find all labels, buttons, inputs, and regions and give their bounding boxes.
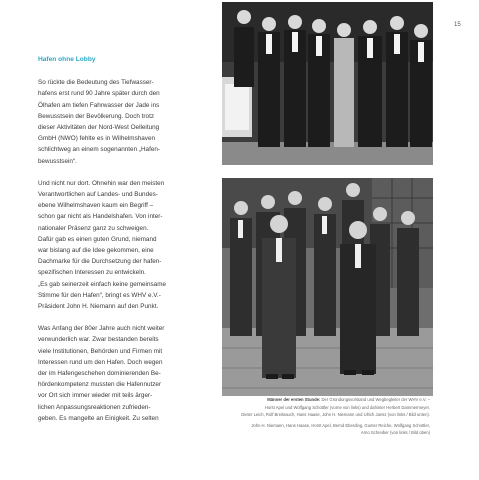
text-line: Stimme für den Hafen“, bringt es WHV e.V.-	[38, 291, 161, 299]
bottom-group-photo	[222, 178, 433, 396]
article-heading: Hafen ohne Lobby	[38, 56, 96, 63]
text-line: verwunderlich war. Zwar bestanden bereits	[38, 336, 159, 344]
text-line: Und nicht nur dort. Ohnehin war den meisten	[38, 179, 165, 187]
page-number: 15	[454, 22, 461, 28]
text-line: lichen Anpassungsreaktionen zufrieden-	[38, 403, 151, 411]
top-group-photo	[222, 2, 433, 165]
text-line: Dafür gab es einen guten Grund, niemand	[38, 235, 157, 243]
text-line: hördenkompetenz mussten die Hafennutzer	[38, 381, 162, 389]
text-line: spezifischen Interessen zu entwickeln.	[38, 269, 146, 277]
caption-line-1-rest: Der Gründungsvorstand und Wegbegleiter der WHV e.V. –	[320, 397, 430, 402]
bottom-photo-illustration	[222, 178, 433, 396]
text-line: vor Ort sich immer wieder mit teils ärger-	[38, 392, 153, 400]
text-line: Dachmarke für die Durchsetzung der hafen-	[38, 258, 162, 266]
text-line: nationaler Präsenz ganz zu schweigen.	[38, 224, 149, 232]
text-line: dieser Aktivitäten der Nord-West Oelleitung	[38, 124, 160, 132]
text-line: Was Anfang der 80er Jahre auch nicht weiter	[38, 325, 165, 333]
caption-line-4: John H. Niemann, Hans Haase, Horst Apel, Bernd Eberding, Gunter Reiche, Wolfgang Schottler,	[251, 422, 430, 428]
text-line: „Es gab seinerzeit einfach keine gemeinsame	[38, 280, 167, 288]
text-line: Präsident John H. Niemann auf den Punkt.	[38, 303, 159, 311]
top-photo-illustration	[222, 2, 433, 165]
text-line: war bislang auf die Idee gekommen, eine	[38, 247, 154, 255]
caption-lead: Männer der ersten Stunde:	[267, 397, 321, 402]
caption-line-1	[218, 396, 430, 404]
text-line: schlichtweg an einem sogenannten „Hafen-	[38, 146, 161, 154]
text-line: viele Institutionen, Behörden und Firmen mit	[38, 347, 163, 355]
text-line: GmbH (NWO) fehlte es in Wilhelmshaven	[38, 135, 156, 143]
text-line: geben. Es mangelte an Einigkeit. Zu selten	[38, 414, 159, 422]
paragraph-2	[38, 178, 208, 312]
text-line: hafens erst rund 90 Jahre später durch den	[38, 90, 160, 98]
paragraph-3	[38, 323, 208, 424]
photo-caption	[218, 396, 430, 437]
text-line: Interessen rund um den Hafen. Doch wegen	[38, 358, 163, 366]
caption-line-3: Dieter Leich, Rolf Breitsauch, Hans Haase, John H. Niemann und Ulrich Jansz (von links / Bild unten).	[241, 412, 430, 418]
text-line: Verantwortlichen auf Landes- und Bundes-	[38, 191, 158, 199]
text-line: bewusstsein“.	[38, 157, 77, 165]
caption-line-2: Horst Apel und Wolfgang Schottler (vorne von links) und dahinter Herbert Dammermeyer,	[264, 404, 430, 410]
text-line: Ölhafen am tiefen Fahrwasser der Jade ins	[38, 101, 160, 109]
article-column	[38, 54, 208, 435]
paragraph-1	[38, 77, 208, 167]
text-line: Bewusstsein der Bevölkerung. Doch trotz	[38, 112, 155, 120]
text-line: ebene Wilhelmshaven kaum ein Begriff –	[38, 202, 154, 210]
text-line: schon gar nicht als Handelshafen. Von inter-	[38, 213, 163, 221]
caption-line-5: Arno Schreiber (von links / Bild oben)	[360, 430, 430, 436]
text-line: der im Hafengeschehen dominierenden Be-	[38, 370, 161, 378]
text-line: So rückte die Bedeutung des Tiefwasser-	[38, 79, 154, 87]
